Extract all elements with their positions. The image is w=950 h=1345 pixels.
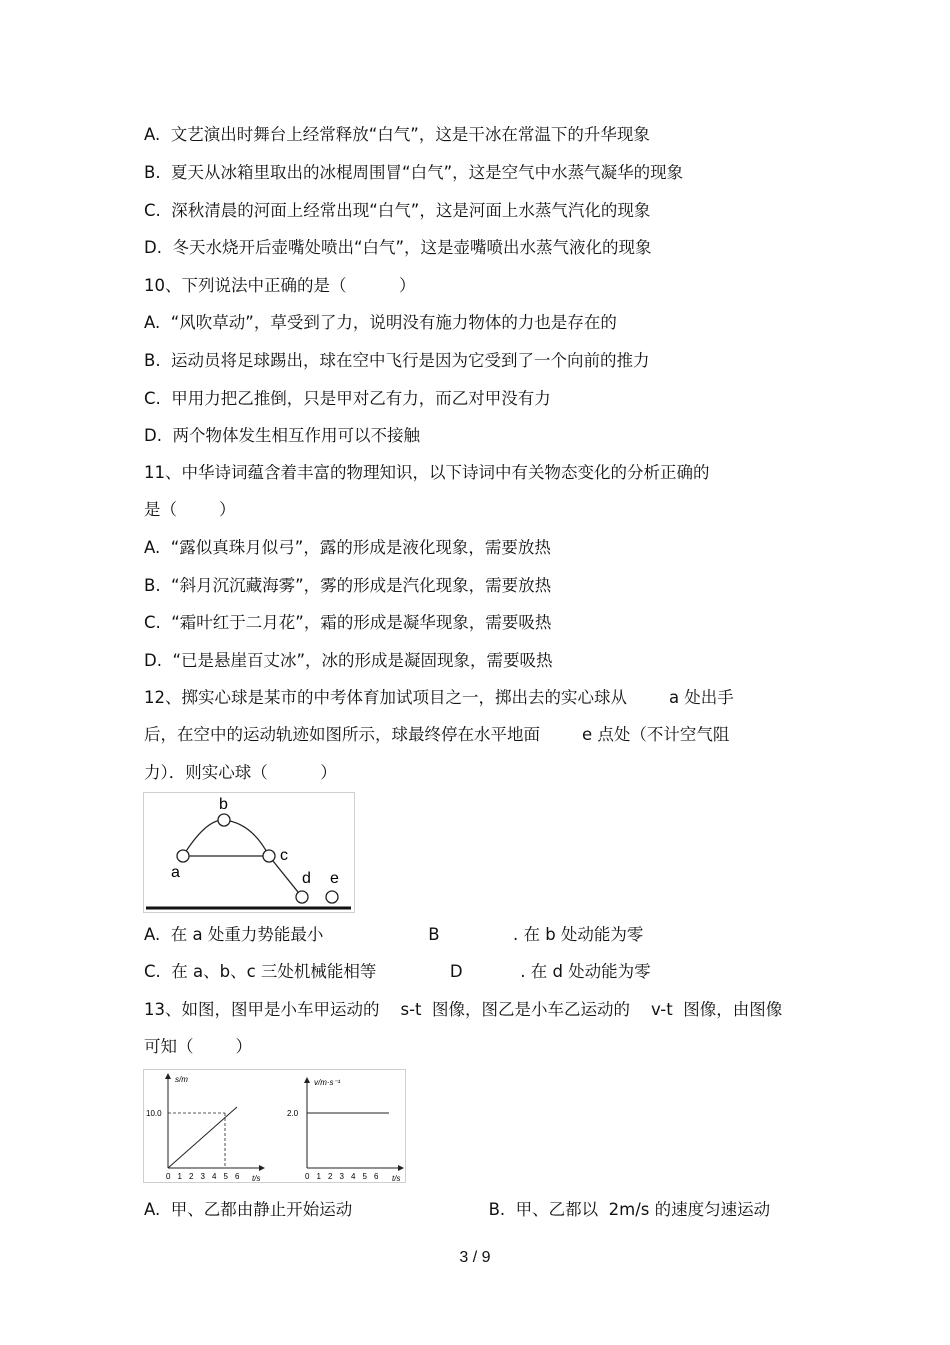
text-line: C. 甲用力把乙推倒，只是甲对乙有力，而乙对甲没有力	[144, 389, 551, 408]
right-ytick: 2.0	[287, 1109, 299, 1118]
x-tick-label: 0	[166, 1172, 171, 1181]
x-tick-label: 5	[362, 1172, 367, 1181]
text-line: 11、中华诗词蕴含着丰富的物理知识，以下诗词中有关物态变化的分析正确的	[144, 463, 710, 482]
x-tick-label: 5	[223, 1172, 228, 1181]
text-line: C. “霜叶红于二月花”，霜的形成是凝华现象，需要吸热	[144, 613, 552, 632]
text-line: D. 两个物体发生相互作用可以不接触	[144, 426, 420, 445]
x-tick-label: 6	[374, 1172, 379, 1181]
x-tick-label: 3	[339, 1172, 344, 1181]
text-line: 可知（ ）	[144, 1037, 252, 1056]
text-line: B. 运动员将足球踢出，球在空中飞行是因为它受到了一个向前的推力	[144, 351, 650, 370]
text-line: 10、下列说法中正确的是（ ）	[144, 276, 416, 295]
text-line: A. 文艺演出时舞台上经常释放“白气”，这是干冰在常温下的升华现象	[144, 125, 650, 144]
label-d: d	[302, 870, 311, 887]
text-line: 13、如图，图甲是小车甲运动的 s-t 图像，图乙是小车乙运动的 v-t 图像，由图像	[144, 1000, 783, 1019]
text-line: A. “风吹草动”，草受到了力，说明没有施力物体的力也是存在的	[144, 313, 617, 332]
x-tick-label: 2	[328, 1172, 333, 1181]
label-b: b	[219, 796, 228, 813]
x-tick-label: 4	[212, 1172, 217, 1181]
x-tick-label: 4	[351, 1172, 356, 1181]
text-line: C. 在 a、b、c 三处机械能相等 D . 在 d 处动能为零	[144, 962, 651, 981]
trajectory-figure	[143, 792, 355, 913]
label-c: c	[280, 847, 288, 864]
text-line: 力）．则实心球（ ）	[144, 763, 337, 782]
x-tick-label: 6	[235, 1172, 240, 1181]
text-line: A. 在 a 处重力势能最小 B . 在 b 处动能为零	[144, 925, 644, 944]
x-tick-label: 1	[316, 1172, 321, 1181]
x-tick-label: 2	[189, 1172, 194, 1181]
x-tick-label: 3	[200, 1172, 205, 1181]
text-line: B. “斜月沉沉藏海雾”，雾的形成是汽化现象，需要放热	[144, 576, 552, 595]
text-line: A. 甲、乙都由静止开始运动 B. 甲、乙都以 2m/s 的速度匀速运动	[144, 1200, 771, 1219]
text-line: 12、掷实心球是某市的中考体育加试项目之一，掷出去的实心球从 a 处出手	[144, 688, 734, 707]
right-xlabel: t/s	[392, 1174, 401, 1182]
right-ylabel: v/m·s⁻¹	[314, 1078, 341, 1087]
x-tick-label: 0	[305, 1172, 310, 1181]
label-a: a	[171, 864, 180, 881]
label-e: e	[330, 870, 339, 887]
x-tick-label: 1	[177, 1172, 182, 1181]
text-line: D. “已是悬崖百丈冰”，冰的形成是凝固现象，需要吸热	[144, 651, 553, 670]
left-xlabel: t/s	[252, 1174, 261, 1182]
text-line: C. 深秋清晨的河面上经常出现“白气”，这是河面上水蒸气汽化的现象	[144, 201, 651, 220]
text-line: A. “露似真珠月似弓”，露的形成是液化现象，需要放热	[144, 538, 551, 557]
text-line: D. 冬天水烧开后壶嘴处喷出“白气”，这是壶嘴喷出水蒸气液化的现象	[144, 238, 652, 257]
left-ylabel: s/m	[175, 1075, 188, 1084]
left-ytick: 10.0	[146, 1109, 162, 1118]
page-number: 3 / 9	[459, 1249, 491, 1266]
text-line: B. 夏天从冰箱里取出的冰棍周围冒“白气”，这是空气中水蒸气凝华的现象	[144, 163, 684, 182]
text-line: 是（ ）	[144, 500, 236, 519]
graph-figure	[143, 1069, 406, 1183]
text-line: 后，在空中的运动轨迹如图所示，球最终停在水平地面 e 点处（不计空气阻	[144, 725, 730, 744]
